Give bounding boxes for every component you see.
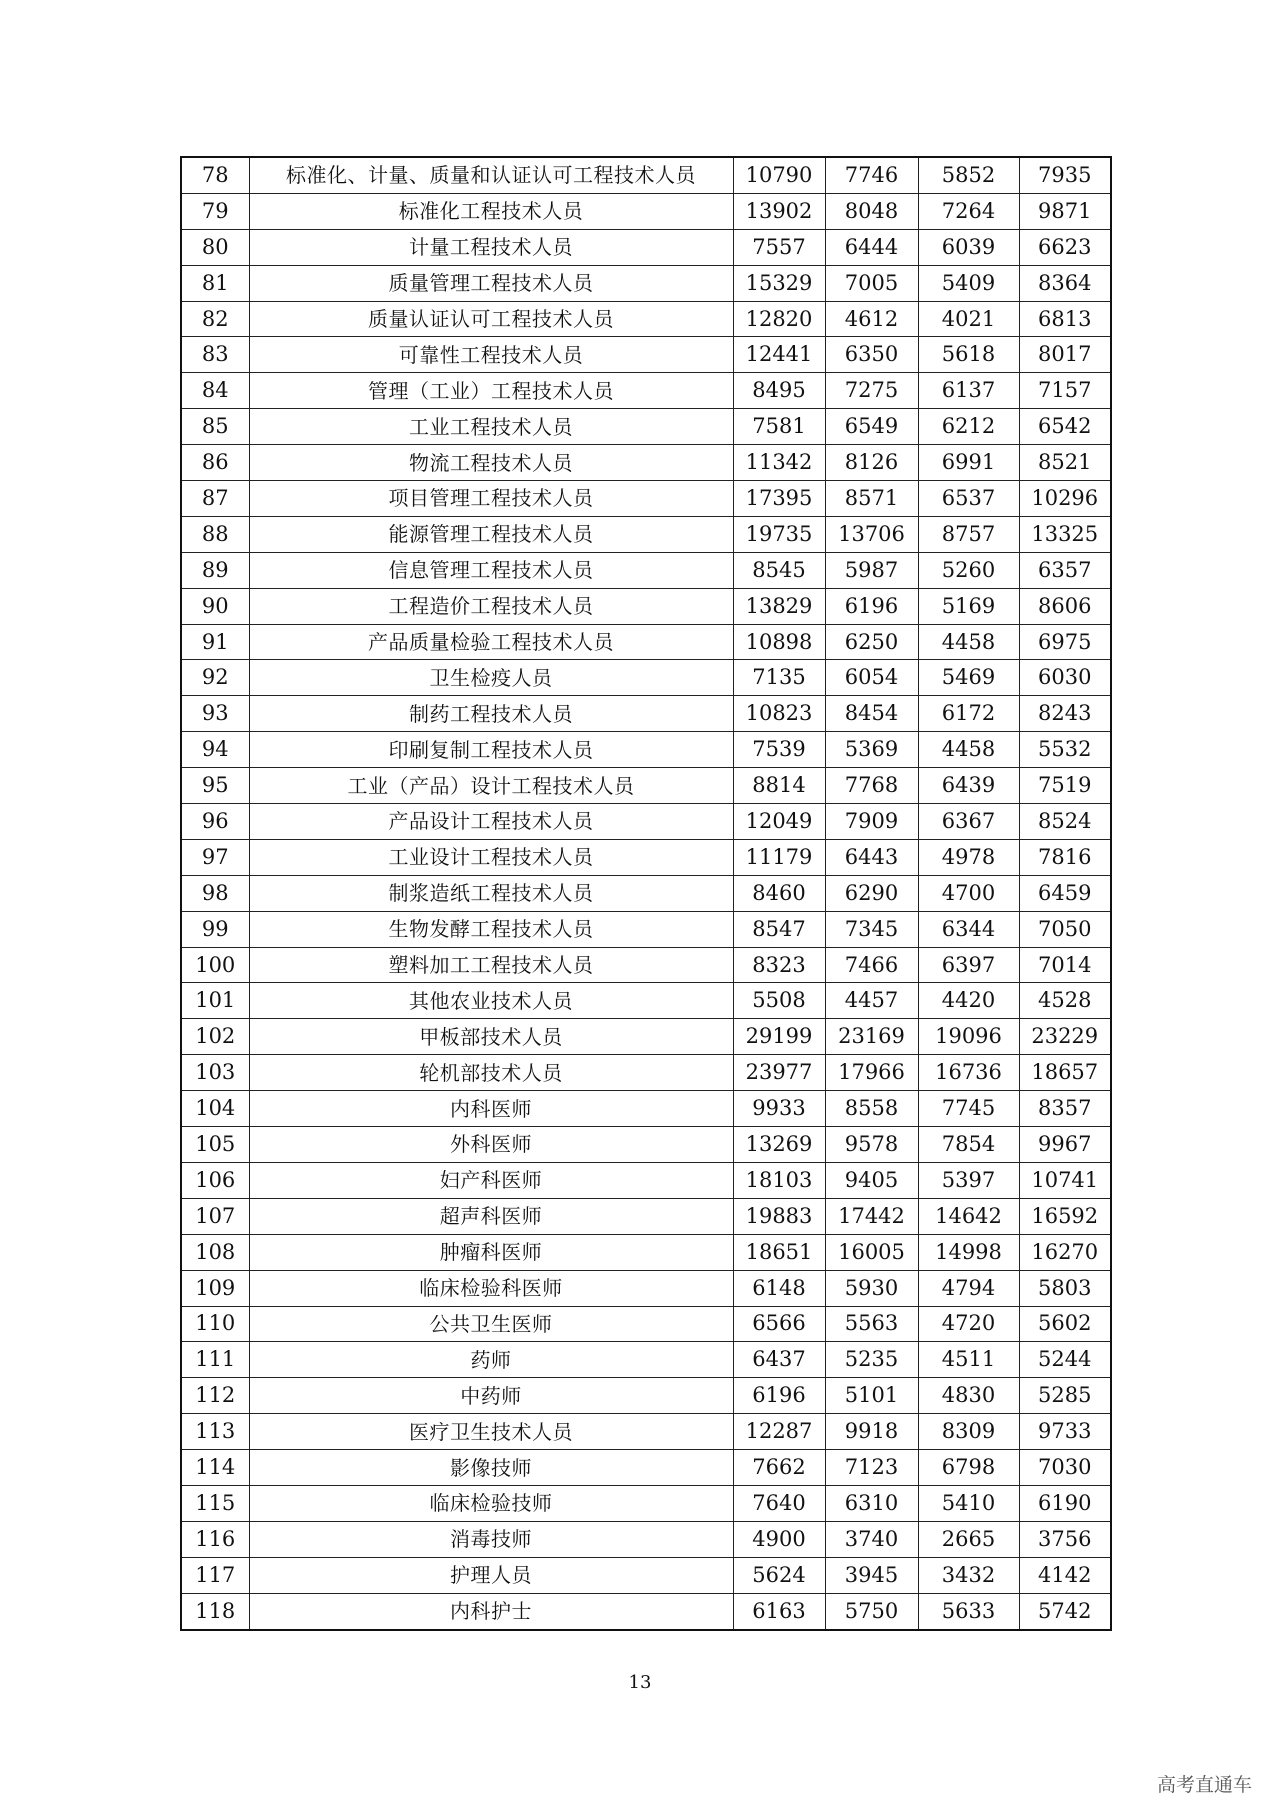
occupation-name-cell: 质量管理工程技术人员 [249,265,733,301]
occupation-name-cell: 能源管理工程技术人员 [249,516,733,552]
value-col-4-cell: 5742 [1019,1593,1111,1629]
value-col-2-cell: 6443 [825,839,918,875]
occupation-name-cell: 物流工程技术人员 [249,445,733,481]
value-col-4-cell: 7050 [1019,911,1111,947]
occupation-name-cell: 标准化工程技术人员 [249,193,733,229]
row-number-cell: 103 [181,1055,249,1091]
value-col-2-cell: 5235 [825,1342,918,1378]
row-number-cell: 110 [181,1306,249,1342]
row-number-cell: 116 [181,1521,249,1557]
table-row [181,911,1111,947]
wage-table [180,156,1112,1631]
value-col-3-cell: 6344 [918,911,1019,947]
value-col-2-cell: 4612 [825,301,918,337]
table-row [181,337,1111,373]
occupation-name-cell: 肿瘤科医师 [249,1234,733,1270]
value-col-4-cell: 8243 [1019,696,1111,732]
value-col-1-cell: 13829 [733,588,825,624]
row-number-cell: 104 [181,1091,249,1127]
value-col-1-cell: 29199 [733,1019,825,1055]
value-col-3-cell: 5618 [918,337,1019,373]
value-col-4-cell: 9733 [1019,1414,1111,1450]
value-col-4-cell: 13325 [1019,516,1111,552]
row-number-cell: 118 [181,1593,249,1629]
value-col-1-cell: 7539 [733,732,825,768]
value-col-4-cell: 5803 [1019,1270,1111,1306]
value-col-1-cell: 7662 [733,1450,825,1486]
table-row [181,1162,1111,1198]
value-col-1-cell: 10898 [733,624,825,660]
table-row [181,265,1111,301]
occupation-name-cell: 消毒技师 [249,1521,733,1557]
value-col-1-cell: 7581 [733,409,825,445]
occupation-name-cell: 影像技师 [249,1450,733,1486]
value-col-4-cell: 6190 [1019,1485,1111,1521]
value-col-2-cell: 9578 [825,1127,918,1163]
wage-table-body [181,157,1111,1630]
value-col-2-cell: 8454 [825,696,918,732]
value-col-1-cell: 8495 [733,373,825,409]
occupation-name-cell: 妇产科医师 [249,1162,733,1198]
table-row [181,1414,1111,1450]
value-col-4-cell: 7816 [1019,839,1111,875]
value-col-2-cell: 6250 [825,624,918,660]
row-number-cell: 100 [181,947,249,983]
row-number-cell: 113 [181,1414,249,1450]
value-col-1-cell: 8323 [733,947,825,983]
occupation-name-cell: 工业设计工程技术人员 [249,839,733,875]
value-col-3-cell: 14998 [918,1234,1019,1270]
value-col-2-cell: 7345 [825,911,918,947]
occupation-name-cell: 计量工程技术人员 [249,229,733,265]
value-col-1-cell: 7135 [733,660,825,696]
row-number-cell: 98 [181,875,249,911]
value-col-2-cell: 6549 [825,409,918,445]
occupation-name-cell: 临床检验技师 [249,1485,733,1521]
value-col-3-cell: 14642 [918,1198,1019,1234]
occupation-name-cell: 医疗卫生技术人员 [249,1414,733,1450]
table-row [181,1270,1111,1306]
row-number-cell: 87 [181,481,249,517]
value-col-3-cell: 5852 [918,157,1019,193]
value-col-1-cell: 10790 [733,157,825,193]
value-col-3-cell: 4511 [918,1342,1019,1378]
occupation-name-cell: 临床检验科医师 [249,1270,733,1306]
occupation-name-cell: 标准化、计量、质量和认证认可工程技术人员 [249,157,733,193]
table-row [181,373,1111,409]
value-col-1-cell: 15329 [733,265,825,301]
value-col-2-cell: 7909 [825,804,918,840]
value-col-3-cell: 4420 [918,983,1019,1019]
row-number-cell: 99 [181,911,249,947]
value-col-1-cell: 8814 [733,768,825,804]
row-number-cell: 86 [181,445,249,481]
table-row [181,1557,1111,1593]
value-col-4-cell: 8606 [1019,588,1111,624]
row-number-cell: 89 [181,552,249,588]
occupation-name-cell: 卫生检疫人员 [249,660,733,696]
value-col-3-cell: 6798 [918,1450,1019,1486]
value-col-3-cell: 6537 [918,481,1019,517]
row-number-cell: 101 [181,983,249,1019]
value-col-4-cell: 6357 [1019,552,1111,588]
value-col-1-cell: 12287 [733,1414,825,1450]
table-row [181,1019,1111,1055]
table-row [181,1234,1111,1270]
occupation-name-cell: 生物发酵工程技术人员 [249,911,733,947]
value-col-2-cell: 6444 [825,229,918,265]
value-col-3-cell: 4978 [918,839,1019,875]
value-col-4-cell: 9871 [1019,193,1111,229]
value-col-2-cell: 5563 [825,1306,918,1342]
row-number-cell: 91 [181,624,249,660]
value-col-4-cell: 5602 [1019,1306,1111,1342]
value-col-4-cell: 7014 [1019,947,1111,983]
value-col-4-cell: 5244 [1019,1342,1111,1378]
row-number-cell: 111 [181,1342,249,1378]
table-row [181,732,1111,768]
table-row [181,445,1111,481]
value-col-3-cell: 6397 [918,947,1019,983]
value-col-4-cell: 6030 [1019,660,1111,696]
value-col-4-cell: 4142 [1019,1557,1111,1593]
table-row [181,157,1111,193]
value-col-2-cell: 17442 [825,1198,918,1234]
occupation-name-cell: 轮机部技术人员 [249,1055,733,1091]
table-row [181,768,1111,804]
value-col-1-cell: 19735 [733,516,825,552]
value-col-1-cell: 18651 [733,1234,825,1270]
value-col-4-cell: 18657 [1019,1055,1111,1091]
value-col-1-cell: 11179 [733,839,825,875]
value-col-4-cell: 8357 [1019,1091,1111,1127]
occupation-name-cell: 质量认证认可工程技术人员 [249,301,733,337]
table-row [181,1521,1111,1557]
value-col-1-cell: 7557 [733,229,825,265]
value-col-3-cell: 4830 [918,1378,1019,1414]
value-col-3-cell: 4021 [918,301,1019,337]
table-row [181,481,1111,517]
value-col-2-cell: 8048 [825,193,918,229]
row-number-cell: 109 [181,1270,249,1306]
value-col-2-cell: 3945 [825,1557,918,1593]
occupation-name-cell: 内科医师 [249,1091,733,1127]
value-col-1-cell: 23977 [733,1055,825,1091]
value-col-1-cell: 8547 [733,911,825,947]
table-row [181,624,1111,660]
table-row [181,660,1111,696]
value-col-4-cell: 16592 [1019,1198,1111,1234]
value-col-2-cell: 6350 [825,337,918,373]
occupation-name-cell: 项目管理工程技术人员 [249,481,733,517]
value-col-3-cell: 4458 [918,624,1019,660]
table-row [181,1127,1111,1163]
row-number-cell: 97 [181,839,249,875]
table-row [181,1378,1111,1414]
value-col-3-cell: 6172 [918,696,1019,732]
page-number: 13 [628,1672,652,1693]
value-col-2-cell: 3740 [825,1521,918,1557]
value-col-1-cell: 4900 [733,1521,825,1557]
occupation-name-cell: 外科医师 [249,1127,733,1163]
value-col-3-cell: 7745 [918,1091,1019,1127]
value-col-1-cell: 5624 [733,1557,825,1593]
row-number-cell: 117 [181,1557,249,1593]
value-col-3-cell: 8757 [918,516,1019,552]
table-row [181,1450,1111,1486]
value-col-3-cell: 6137 [918,373,1019,409]
row-number-cell: 102 [181,1019,249,1055]
row-number-cell: 94 [181,732,249,768]
row-number-cell: 93 [181,696,249,732]
occupation-name-cell: 护理人员 [249,1557,733,1593]
value-col-2-cell: 7746 [825,157,918,193]
value-col-4-cell: 6459 [1019,875,1111,911]
row-number-cell: 82 [181,301,249,337]
occupation-name-cell: 中药师 [249,1378,733,1414]
value-col-3-cell: 16736 [918,1055,1019,1091]
table-row [181,552,1111,588]
row-number-cell: 84 [181,373,249,409]
table-row [181,516,1111,552]
value-col-1-cell: 12820 [733,301,825,337]
value-col-4-cell: 16270 [1019,1234,1111,1270]
value-col-3-cell: 5633 [918,1593,1019,1629]
occupation-name-cell: 制药工程技术人员 [249,696,733,732]
row-number-cell: 95 [181,768,249,804]
row-number-cell: 81 [181,265,249,301]
value-col-4-cell: 7030 [1019,1450,1111,1486]
watermark: 高考直通车 [1156,1774,1252,1796]
value-col-1-cell: 12441 [733,337,825,373]
value-col-3-cell: 2665 [918,1521,1019,1557]
value-col-2-cell: 9918 [825,1414,918,1450]
table-row [181,804,1111,840]
value-col-3-cell: 5260 [918,552,1019,588]
value-col-1-cell: 8460 [733,875,825,911]
value-col-3-cell: 5410 [918,1485,1019,1521]
row-number-cell: 114 [181,1450,249,1486]
value-col-1-cell: 8545 [733,552,825,588]
value-col-3-cell: 6367 [918,804,1019,840]
value-col-3-cell: 19096 [918,1019,1019,1055]
row-number-cell: 88 [181,516,249,552]
table-row [181,193,1111,229]
value-col-2-cell: 5930 [825,1270,918,1306]
value-col-4-cell: 8521 [1019,445,1111,481]
occupation-name-cell: 信息管理工程技术人员 [249,552,733,588]
table-row [181,1306,1111,1342]
value-col-4-cell: 9967 [1019,1127,1111,1163]
occupation-name-cell: 产品质量检验工程技术人员 [249,624,733,660]
table-row [181,1485,1111,1521]
value-col-4-cell: 7519 [1019,768,1111,804]
value-col-2-cell: 5987 [825,552,918,588]
value-col-4-cell: 10296 [1019,481,1111,517]
value-col-2-cell: 23169 [825,1019,918,1055]
value-col-2-cell: 8126 [825,445,918,481]
value-col-1-cell: 6437 [733,1342,825,1378]
value-col-4-cell: 10741 [1019,1162,1111,1198]
value-col-3-cell: 4458 [918,732,1019,768]
value-col-2-cell: 5101 [825,1378,918,1414]
value-col-4-cell: 6623 [1019,229,1111,265]
row-number-cell: 105 [181,1127,249,1163]
row-number-cell: 80 [181,229,249,265]
value-col-4-cell: 8017 [1019,337,1111,373]
value-col-3-cell: 6439 [918,768,1019,804]
value-col-2-cell: 6310 [825,1485,918,1521]
value-col-2-cell: 7005 [825,265,918,301]
row-number-cell: 115 [181,1485,249,1521]
value-col-2-cell: 7466 [825,947,918,983]
value-col-2-cell: 6290 [825,875,918,911]
occupation-name-cell: 其他农业技术人员 [249,983,733,1019]
value-col-1-cell: 6566 [733,1306,825,1342]
value-col-2-cell: 6196 [825,588,918,624]
table-row [181,229,1111,265]
value-col-1-cell: 11342 [733,445,825,481]
value-col-2-cell: 7768 [825,768,918,804]
value-col-4-cell: 5285 [1019,1378,1111,1414]
table-row [181,947,1111,983]
row-number-cell: 78 [181,157,249,193]
occupation-name-cell: 公共卫生医师 [249,1306,733,1342]
value-col-1-cell: 5508 [733,983,825,1019]
occupation-name-cell: 内科护士 [249,1593,733,1629]
row-number-cell: 96 [181,804,249,840]
value-col-4-cell: 23229 [1019,1019,1111,1055]
table-row [181,1342,1111,1378]
value-col-3-cell: 7854 [918,1127,1019,1163]
row-number-cell: 79 [181,193,249,229]
value-col-3-cell: 5397 [918,1162,1019,1198]
value-col-3-cell: 5469 [918,660,1019,696]
value-col-1-cell: 13269 [733,1127,825,1163]
value-col-3-cell: 4700 [918,875,1019,911]
value-col-2-cell: 5750 [825,1593,918,1629]
occupation-name-cell: 工业工程技术人员 [249,409,733,445]
value-col-4-cell: 3756 [1019,1521,1111,1557]
value-col-1-cell: 18103 [733,1162,825,1198]
table-row [181,1055,1111,1091]
value-col-3-cell: 5409 [918,265,1019,301]
occupation-name-cell: 制浆造纸工程技术人员 [249,875,733,911]
occupation-name-cell: 甲板部技术人员 [249,1019,733,1055]
value-col-3-cell: 3432 [918,1557,1019,1593]
occupation-name-cell: 工业（产品）设计工程技术人员 [249,768,733,804]
value-col-1-cell: 6196 [733,1378,825,1414]
value-col-2-cell: 16005 [825,1234,918,1270]
value-col-3-cell: 6039 [918,229,1019,265]
row-number-cell: 112 [181,1378,249,1414]
value-col-3-cell: 7264 [918,193,1019,229]
value-col-3-cell: 8309 [918,1414,1019,1450]
value-col-3-cell: 4794 [918,1270,1019,1306]
value-col-4-cell: 6542 [1019,409,1111,445]
table-row [181,1091,1111,1127]
value-col-4-cell: 8524 [1019,804,1111,840]
value-col-1-cell: 6148 [733,1270,825,1306]
value-col-4-cell: 6813 [1019,301,1111,337]
occupation-name-cell: 工程造价工程技术人员 [249,588,733,624]
value-col-3-cell: 6212 [918,409,1019,445]
table-row [181,875,1111,911]
row-number-cell: 85 [181,409,249,445]
value-col-4-cell: 4528 [1019,983,1111,1019]
occupation-name-cell: 管理（工业）工程技术人员 [249,373,733,409]
table-row [181,983,1111,1019]
value-col-2-cell: 6054 [825,660,918,696]
value-col-2-cell: 9405 [825,1162,918,1198]
occupation-name-cell: 超声科医师 [249,1198,733,1234]
table-row [181,301,1111,337]
occupation-name-cell: 印刷复制工程技术人员 [249,732,733,768]
value-col-3-cell: 4720 [918,1306,1019,1342]
table-row [181,409,1111,445]
value-col-3-cell: 6991 [918,445,1019,481]
occupation-name-cell: 塑料加工工程技术人员 [249,947,733,983]
occupation-name-cell: 可靠性工程技术人员 [249,337,733,373]
table-row [181,839,1111,875]
value-col-4-cell: 7935 [1019,157,1111,193]
value-col-1-cell: 19883 [733,1198,825,1234]
value-col-2-cell: 5369 [825,732,918,768]
table-row [181,1593,1111,1629]
value-col-1-cell: 7640 [733,1485,825,1521]
value-col-2-cell: 8571 [825,481,918,517]
value-col-2-cell: 4457 [825,983,918,1019]
row-number-cell: 92 [181,660,249,696]
value-col-2-cell: 7123 [825,1450,918,1486]
value-col-4-cell: 6975 [1019,624,1111,660]
value-col-2-cell: 8558 [825,1091,918,1127]
row-number-cell: 108 [181,1234,249,1270]
row-number-cell: 83 [181,337,249,373]
value-col-1-cell: 9933 [733,1091,825,1127]
row-number-cell: 106 [181,1162,249,1198]
value-col-1-cell: 10823 [733,696,825,732]
value-col-3-cell: 5169 [918,588,1019,624]
table-row [181,696,1111,732]
value-col-1-cell: 6163 [733,1593,825,1629]
value-col-4-cell: 5532 [1019,732,1111,768]
value-col-2-cell: 13706 [825,516,918,552]
value-col-4-cell: 8364 [1019,265,1111,301]
table-row [181,588,1111,624]
value-col-2-cell: 17966 [825,1055,918,1091]
occupation-name-cell: 产品设计工程技术人员 [249,804,733,840]
row-number-cell: 90 [181,588,249,624]
value-col-4-cell: 7157 [1019,373,1111,409]
occupation-name-cell: 药师 [249,1342,733,1378]
value-col-1-cell: 17395 [733,481,825,517]
value-col-1-cell: 12049 [733,804,825,840]
value-col-2-cell: 7275 [825,373,918,409]
table-row [181,1198,1111,1234]
value-col-1-cell: 13902 [733,193,825,229]
row-number-cell: 107 [181,1198,249,1234]
